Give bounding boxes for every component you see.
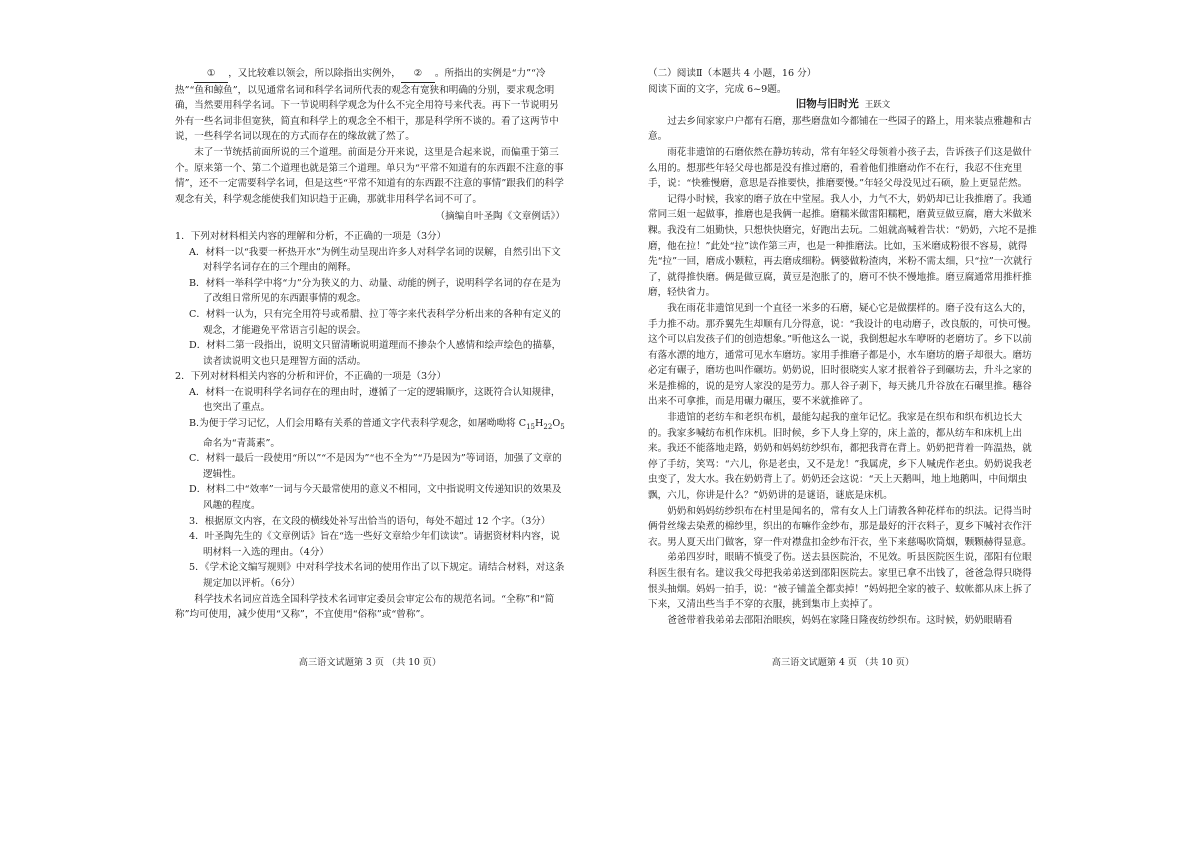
article-paragraph-4: 我在雨花非遗馆见到一个直径一米多的石磨，疑心它是做摆样的。磨子没有这么大的，手力推不动。那乔翼先生却顺有几分得意，说：“我设计的电动磨子，改良版的，可快可慢。这个可以启发孩子们的创造想象。”听他这么一说，我倒想起水车咿呀的老磨坊了。乡下以前有落水漂的地方，通常可见水车磨坊。家用手推磨子都是小，水车磨坊的磨子却很大。磨坊必定有碾子，磨坊也叫作碾坊。奶奶说，旧时很晓实人家才抿着谷子到碾坊去，升斗之家的米是推棉的，说的是穷人家没的是劳力。那人谷子剥下，每天挑几升谷放在石碾里推。穗谷出来不可拿推，而是用碾力碾压，要不米就推碎了。 [648,302,1037,408]
material-intro-paragraph-1 [175,66,565,145]
question-2-option-b [175,416,565,451]
answer-blank-1: ① [194,66,228,83]
question-4: 4．叶圣陶先生的《文章例话》旨在“选一些好文章给少年们读读”。请据资材料内容，说明材料一入选的理由。（4分） [189,531,560,558]
page-4-footer: 高三语文试题第 4 页 （共 10 页） [771,657,915,668]
question-1-option-a: A．材料一以“我要一杯热开水”为例生动呈现出许多人对科学名词的误解，自然引出下文对科学名词存在的三个理由的阐释。 [189,246,561,274]
formula-sub-h: 22 [543,422,553,431]
article-title: 旧物与旧时光 [795,98,859,111]
question-5-quote: 科学技术名词应首选全国科学技术名词审定委员会审定公布的规范名词。“全称”和“简称”均可使用，减少使用“又称”，不宜使用“俗称”或“曾称”。 [175,593,555,621]
question-2-option-d: D．材料二中“效率”一词与今天最常使用的意义不相同，文中指说明文传递知识的效果及风趣的程度。 [189,484,562,511]
intro-text-b: 。所指出的实例是“力”“冷热”“鱼和鲸鱼”，以见通常名词和科学名词所代表的观念有宽狭和明确的分别，要求观念明确，当然要用科学名词。下一节说明科学观念为什么不完全用符号来代表。再下一节说明另外有一些名词非但宽狭，简直和科学上的观念全不相干，那是科学所不谈的。看了这两节中说，一些科学名词以现在的方式而存在的缘故就了然了。 [175,68,559,143]
formula-o: O [552,418,561,430]
question-1-option-b: B．材料一举科学中将“力”分为狭义的力、动量、动能的例子，说明科学名词的存在是为了改组日常所见的东西跟事情的观念。 [189,277,561,305]
formula-h: H [535,418,544,430]
question-2-option-c: C．材料一最后一段使用“所以”“不是因为”“也不全为”“乃是因为”等词语，加强了文章的逻辑性。 [189,453,562,480]
page-3-column [175,66,565,623]
article-title-line [648,97,1038,114]
question-3: 3．根据原文内容，在文段的横线处补写出恰当的语句，每处不超过 12 个字。（3分） [189,515,551,527]
reading-instruction: 阅读下面的文字，完成 6~9题。 [648,83,787,95]
answer-blank-2: ② [401,66,435,83]
page-4-column [648,66,1038,628]
article-author: 王跃文 [864,100,891,111]
question-2-option-a: A．材料一在说明科学名词存在的理由时，遵循了一定的逻辑顺序，这既符合认知规律，也突出了重点。 [189,386,561,414]
article-paragraph-8: 爸爸带着我弟弟去邵阳治眼疾，妈妈在家隆日隆夜纺纱织布。这时候，奶奶眼睛看 [667,614,1013,626]
question-1: 1．下列对材料相关内容的理解和分析，不正确的一项是（3分） [175,230,447,242]
page-3-footer: 高三语文试题第 3 页 （共 10 页） [298,657,442,668]
question-5: 5．《学术论文编写规则》中对科学技术名词的使用作出了以下规定。请结合材料，对这条规定加以评析。（6分） [189,562,565,589]
intro-text-a: ，又比较难以领会，所以除指出实例外， [228,68,401,79]
formula-sub-c: 15 [526,422,536,431]
article-paragraph-6: 奶奶和妈妈纺纱织布在村里是闻名的，常有女人上门请教各种花样布的织法。记得当时俩骨丝缘去染煮的棉纱里，织出的布嘛作金纱布，那是最好的汗衣料子，夏乡下喊衬衣作汗衣。男人夏天出门做客，穿一件对襟盘扣金纱布汗衣，坐下来慈喝吹筒烟，颗颗赫得显意。 [648,505,1032,548]
article-paragraph-1: 过去乡间家家户户都有石磨，那些磨盘如今都铺在一些园子的路上，用来装点雅趣和古意。 [648,115,1032,143]
formula-sub-o: 5 [560,422,565,431]
question-1-option-c: C．材料一认为，只有完全用符号或希腊、拉丁等字来代表科学分析出来的各种有定义的观念，才能避免平常语言引起的误会。 [189,308,561,336]
material-source: （摘编自叶圣陶《文章例话》） [435,211,565,223]
question-1-option-d: D．材料二第一段指出，说明文只留清晰说明道理而不掺杂个人感情和绘声绘色的描摹，读者读说明文也只是理智方面的活动。 [189,340,562,367]
section-heading: （二）阅读Ⅱ（本题共 4 小题，16 分） [648,68,817,79]
material-intro-paragraph-2: 末了一节统括前面所说的三个道理。前面是分开来说，这里是合起来说，而偏重于第三个。原来第一个、第二个道理也就是第三个道理。单只为“平常不知道有的东西跟不注意的事情”，还不一定需要科学名词，但是这些“平常不知道有的东西跟不注意的事情”跟我们的科学观念有关，科学观念能使我们知识趋于正确，那就非用科学名词不可了。 [175,146,564,205]
question-2: 2．下列对材料相关内容的分析和评价，不正确的一项是（3分） [175,371,447,383]
article-paragraph-3: 记得小时候，我家的磨子放在中堂屋。我人小，力气不大，奶奶却已让我推磨了。我通常同三姐一起做事，推磨也是我俩一起推。磨糯米做雷阳糯粑，磨黄豆做豆腐，磨大米做米粿。我没有二姐勤快，只想快快磨完，好跑出去玩。二姐就高喊着告状：“奶奶，六坨不是推磨，他在拉！”此处“拉”读作第三声，也是一种推磨法。比如，玉米磨成粉很不容易，就得先“拉”一回，磨成小颗粒，再去磨成细粉。俩婆做粉渣肉，米粉不需太细，只“拉”一次就行了，就得推快磨。俩是做豆腐，黄豆是泡胀了的，磨可不快不慢地推。磨豆腐通常用推杆推磨，轻快省力。 [648,193,1037,299]
article-paragraph-7: 弟弟四岁时，眼睛不慎受了伤。送去县医院治，不见效。听县医院医生说，邵阳有位眼科医生很有名。建议我父母把我弟弟送到邵阳医院去。家里已拿不出钱了，爸爸急得只晓得恨头抽烟。妈妈一拍手，说：“被子铺盖全都卖掉！”妈妈把全家的被子、蚊帐都从床上拆了下来，又清出些当手不穿的衣服，挑到集市上卖掉了。 [648,552,1032,611]
article-paragraph-2: 雨花非遗馆的石磨依然在静坊转动，常有年轻父母领着小孩子去，告诉孩子们这是做什么用的。想那些年轻父母也都是没有推过磨的，看着他们推磨动作不在行，我忍不住充里手，说：“快雅慢磨，意思是吞推要快，推磨要慢。”年轻父母没见过石硕，脸上更显茫然。 [648,146,1032,190]
option-b-text-2: 命名为“青蒿素”。 [203,437,280,449]
article-paragraph-5: 非遗馆的老纺车和老织布机，最能勾起我的童年记忆。我家是在织布和织布机边长大的。我家多喊纺布机作床机。旧时候，乡下人身上穿的，床上盖的，都从纺车和床机上出来。我还不能落地走路，奶奶和妈妈纺纱织布，都把我背在背上。奶奶把背着一阵温热，就停了手纺，笑骂：“六儿，你是老虫，又不是龙！”我属虎，乡下人喊虎作老虫。奶奶说我老虫变了，发大水。我在奶奶背上了。奶奶还会这说：“天上天鹅叫，地上地鹅叫，中间烟虫飘，六儿，你讲是什么？”奶奶讲的是谜语，谜底是床机。 [648,412,1032,502]
option-b-text: B.为便于学习记忆，人们会用略有关系的普通文字代表科学观念，如屠呦呦将 C [189,418,527,430]
